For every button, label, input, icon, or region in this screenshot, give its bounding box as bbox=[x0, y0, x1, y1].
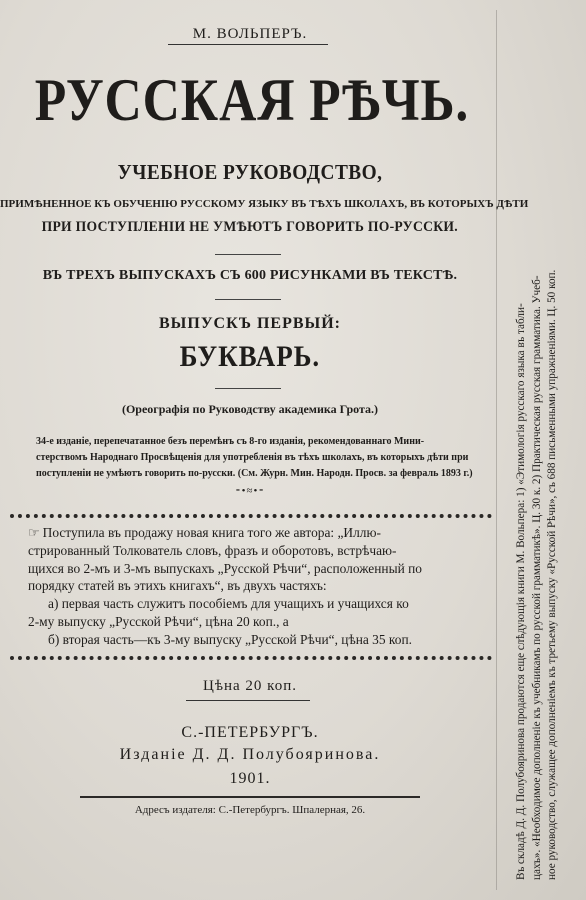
editions-line: ВЪ ТРЕХЪ ВЫПУСКАХЪ СЪ 600 РИСУНКАМИ ВЪ ТЕКСТѢ. bbox=[42, 268, 458, 283]
side-line: Въ складѣ Д. Д. Полубояринова продаются еще слѣдующія книги М. Вольпера: 1) «Этимологія русскаго языка въ табли- bbox=[515, 303, 527, 880]
notice-line: б) вторая часть—къ 3-му выпуску „Русской Рѣчи“, цѣна 35 коп. bbox=[48, 631, 412, 647]
edition-note-line: поступленіи не умѣютъ говорить по-русски. (См. Журн. Мин. Народн. Просв. за февраль 1893 г.) bbox=[36, 468, 473, 479]
price: Цѣна 20 коп. bbox=[203, 678, 297, 694]
book-title: РУССКАЯ РѢЧЬ. bbox=[34, 67, 470, 133]
notice-block bbox=[28, 524, 488, 649]
pointing-hand-icon: ☞ bbox=[28, 525, 40, 540]
book-subtitle: УЧЕБНОЕ РУКОВОДСТВО, bbox=[117, 160, 383, 184]
edition-note-line: 34-е изданіе, перепечатанное безъ перемѣнъ съ 8-го изданія, рекомендованнаго Мини- bbox=[36, 436, 425, 447]
publisher: Изданіе Д. Д. Полубояринова. bbox=[119, 746, 381, 763]
notice-line: а) первая часть служитъ пособіемъ для учащихъ и учащихся ко bbox=[48, 596, 409, 612]
bottom-rule bbox=[80, 796, 420, 798]
side-line: ное руководство, служащее дополненіемъ къ третьему выпуску «Русской Рѣчи», съ 688 письменными упражненіями. Ц. 50 коп. bbox=[546, 269, 558, 880]
notice-line: щихся во 2-мъ и 3-мъ выпускахъ „Русской Рѣчи“, расположенный по bbox=[28, 560, 422, 576]
divider-rule bbox=[215, 299, 281, 300]
orthography-note: (Ореографія по Руководству академика Грота.) bbox=[121, 402, 379, 416]
notice-line: 2-му выпуску „Русской Рѣчи“, цѣна 20 коп., а bbox=[28, 613, 289, 629]
ornament-divider: ⁃•≈•⁃ bbox=[235, 485, 265, 497]
author-name: М. ВОЛЬПЕРЪ. bbox=[192, 26, 308, 42]
part-label: ВЫПУСКЪ ПЕРВЫЙ: bbox=[158, 315, 341, 332]
price-underline bbox=[186, 700, 310, 701]
year: 1901. bbox=[229, 770, 271, 787]
notice-line-text: Поступила въ продажу новая книга того же автора: „Иллю- bbox=[42, 525, 381, 540]
side-advertisement bbox=[514, 20, 562, 880]
edition-note-line: стерствомъ Народнаго Просвѣщенія для употребленія въ тѣхъ школахъ, въ которыхъ дѣти при bbox=[36, 452, 469, 463]
notice-line: порядку статей въ этихъ книгахъ“, въ двухъ частяхъ: bbox=[28, 578, 327, 594]
side-line: цахъ». «Необходимое дополненіе къ учебникамъ по русской грамматикѣ». Ц. 30 к. 2) Практическая русская грамматика. Учеб- bbox=[530, 275, 543, 880]
edition-note bbox=[36, 434, 498, 482]
publisher-address: Адресъ издателя: С.-Петербургъ. Шпалерная, 26. bbox=[134, 804, 366, 816]
city: С.-ПЕТЕРБУРГЪ. bbox=[181, 724, 319, 741]
part-title: БУКВАРЬ. bbox=[179, 340, 320, 373]
description-line-2: ПРИ ПОСТУПЛЕНІИ НЕ УМѢЮТЪ ГОВОРИТЬ ПО-РУССКИ. bbox=[41, 219, 458, 235]
notice-line bbox=[28, 524, 488, 542]
notice-line: стрированный Толкователь словъ, фразъ и оборотовъ, встрѣчаю- bbox=[28, 542, 397, 558]
description-line-1: ПРИМѢНЕННОЕ КЪ ОБУЧЕНІЮ РУССКОМУ ЯЗЫКУ ВЪ ТѢХЪ ШКОЛАХЪ, ВЪ КОТОРЫХЪ ДѢТИ bbox=[0, 198, 529, 210]
author-underline bbox=[168, 44, 328, 45]
divider-rule bbox=[215, 388, 281, 389]
divider-rule bbox=[215, 254, 281, 255]
